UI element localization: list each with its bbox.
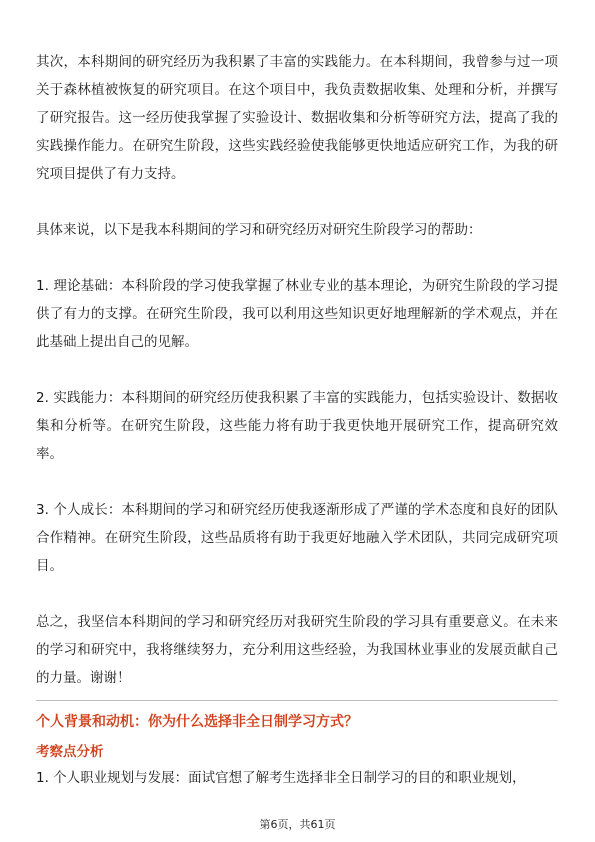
question-heading: 个人背景和动机：你为什么选择非全日制学习方式？ [36, 714, 358, 730]
paragraph-gap [36, 580, 558, 608]
paragraph-gap [36, 468, 558, 496]
paragraph-gap [36, 188, 558, 216]
list-item-theory: 1. 理论基础：本科阶段的学习使我掌握了林业专业的基本理论，为研究生阶段的学习提供了有力的支撑。在研究生阶段，我可以利用这些知识更好地理解新的学术观点，并在此基础上提出自己的见解。 [36, 278, 558, 350]
paragraph-gap [36, 356, 558, 384]
list-item-practice: 2. 实践能力：本科期间的研究经历使我积累了丰富的实践能力，包括实验设计、数据收集和分析等。在研究生阶段，这些能力将有助于我更快地开展研究工作，提高研究效率。 [36, 390, 558, 462]
analysis-subheading: 考察点分析 [36, 744, 104, 760]
paragraph-conclusion: 总之，我坚信本科期间的学习和研究经历对我研究生阶段的学习具有重要意义。在未来的学习和研究中，我将继续努力，充分利用这些经验，为我国林业事业的发展贡献自己的力量。谢谢！ [36, 614, 558, 686]
paragraph-intro-list: 具体来说，以下是我本科期间的学习和研究经历对研究生阶段学习的帮助： [36, 222, 482, 238]
page-number: 第6页，共61页 [259, 818, 336, 831]
analysis-point-1: 1. 个人职业规划与发展：面试官想了解考生选择非全日制学习的目的和职业规划， [36, 770, 526, 786]
list-item-growth: 3. 个人成长：本科期间的学习和研究经历使我逐渐形成了严谨的学术态度和良好的团队合作精神。在研究生阶段，这些品质将有助于我更好地融入学术团队，共同完成研究项目。 [36, 502, 558, 574]
document-body [36, 48, 558, 789]
paragraph-research-experience: 其次，本科期间的研究经历为我积累了丰富的实践能力。在本科期间，我曾参与过一项关于森林植被恢复的研究项目。在这个项目中，我负责数据收集、处理和分析，并撰写了研究报告。这一经历使我掌握了实验设计、数据收集和分析等研究方法，提高了我的实践操作能力。在研究生阶段，这些实践经验使我能够更快地适应研究工作，为我的研究项目提供了有力支持。 [36, 54, 558, 182]
paragraph-gap [36, 244, 558, 272]
section-divider [36, 700, 558, 701]
